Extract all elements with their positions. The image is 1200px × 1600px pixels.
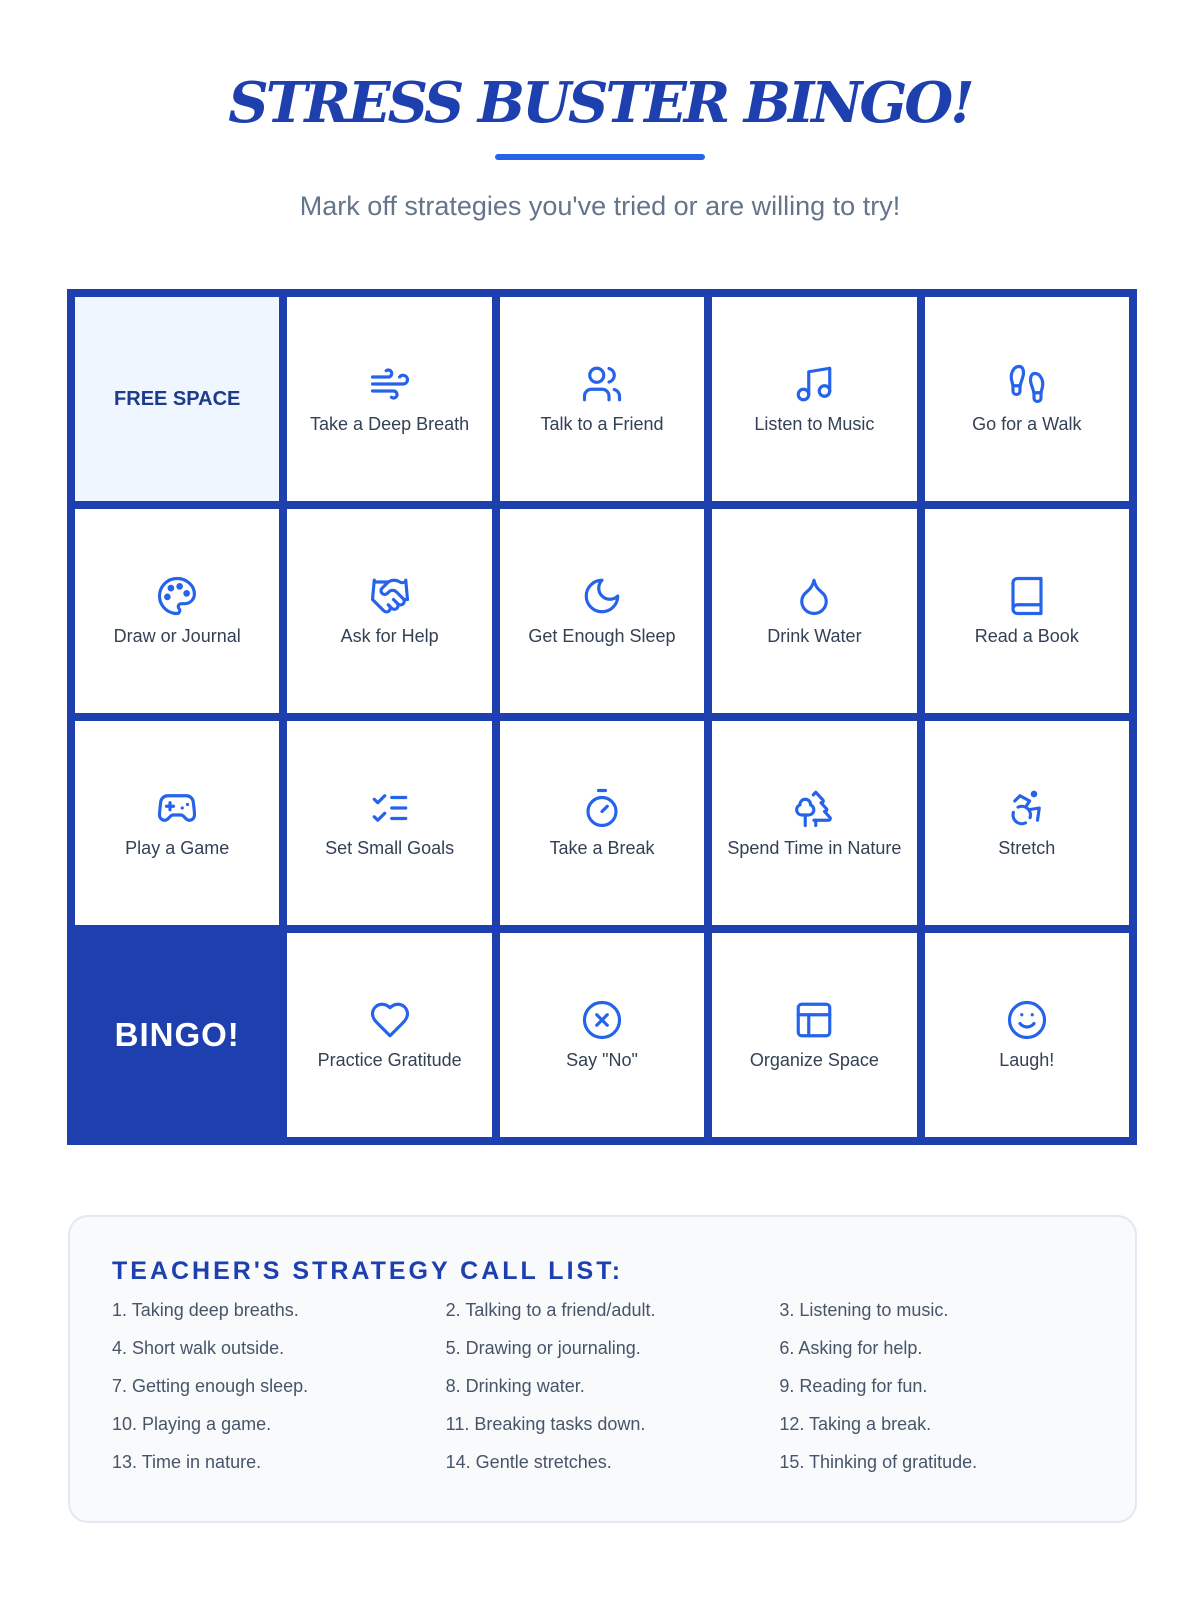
people-icon [581, 363, 623, 405]
helping-hand-icon [369, 575, 411, 617]
bingo-cell-bingo[interactable] [75, 933, 279, 1137]
bingo-cell-nature[interactable] [712, 721, 916, 925]
call-list-item: 7. Getting enough sleep. [112, 1376, 309, 1396]
bingo-cell-label: Take a Break [549, 838, 655, 858]
timer-icon [581, 787, 623, 829]
bingo-cell-label: Organize Space [749, 1050, 879, 1070]
bingo-cell-label: BINGO! [114, 1016, 240, 1053]
bingo-cell-read-book[interactable] [925, 509, 1129, 713]
bingo-cell-sleep[interactable] [500, 509, 704, 713]
footprints-icon [1006, 363, 1048, 405]
smile-icon [1006, 999, 1048, 1041]
call-list-item: 12. Taking a break. [779, 1414, 932, 1434]
book-icon [1006, 575, 1048, 617]
bingo-cell-free-space[interactable] [75, 297, 279, 501]
bingo-cell-label: Go for a Walk [972, 414, 1082, 434]
bingo-cell-label: Draw or Journal [113, 626, 241, 646]
call-list-item: 14. Gentle stretches. [445, 1452, 612, 1472]
call-list-item: 10. Playing a game. [112, 1414, 272, 1434]
bingo-cell-ask-help[interactable] [287, 509, 491, 713]
page-subtitle: Mark off strategies you've tried or are willing to try! [299, 191, 901, 221]
bingo-cell-label: Talk to a Friend [540, 414, 664, 434]
bingo-cell-laugh[interactable] [925, 933, 1129, 1137]
bingo-cell-label: Drink Water [767, 626, 862, 646]
bingo-cell-label: Listen to Music [754, 414, 875, 434]
call-list-items [112, 1298, 1093, 1475]
call-list-item: 11. Breaking tasks down. [445, 1414, 646, 1434]
layout-icon [793, 999, 835, 1041]
bingo-cell-label: Say "No" [566, 1050, 638, 1070]
bingo-cell-take-break[interactable] [500, 721, 704, 925]
call-list-item: 6. Asking for help. [779, 1338, 923, 1358]
bingo-cell-label: FREE SPACE [114, 388, 241, 410]
bingo-cell-label: Ask for Help [340, 626, 439, 646]
moon-icon [581, 575, 623, 617]
page-header [0, 0, 1200, 222]
call-list-title: TEACHER'S STRATEGY CALL LIST: [112, 1257, 624, 1285]
call-list-item: 13. Time in nature. [112, 1452, 262, 1472]
bingo-board [67, 289, 1137, 1145]
heart-icon [369, 999, 411, 1041]
checklist-icon [369, 787, 411, 829]
droplet-icon [793, 575, 835, 617]
call-list-item: 5. Drawing or journaling. [445, 1338, 641, 1358]
bingo-cell-label: Stretch [998, 838, 1056, 858]
bingo-cell-label: Set Small Goals [325, 838, 455, 858]
bingo-cell-stretch[interactable] [925, 721, 1129, 925]
bingo-cell-draw-journal[interactable] [75, 509, 279, 713]
bingo-cell-label: Read a Book [974, 626, 1079, 646]
bingo-cell-walk[interactable] [925, 297, 1129, 501]
accessibility-icon [1006, 787, 1048, 829]
bingo-cell-talk-friend[interactable] [500, 297, 704, 501]
call-list-item: 4. Short walk outside. [112, 1338, 285, 1358]
wind-icon [369, 363, 411, 405]
bingo-cell-label: Laugh! [999, 1050, 1055, 1070]
bingo-cell-deep-breath[interactable] [287, 297, 491, 501]
call-list-item: 8. Drinking water. [445, 1376, 585, 1396]
bingo-cell-small-goals[interactable] [287, 721, 491, 925]
call-list-item: 15. Thinking of gratitude. [779, 1452, 978, 1472]
bingo-cell-label: Spend Time in Nature [727, 838, 902, 858]
bingo-cell-label: Practice Gratitude [317, 1050, 462, 1070]
music-note-icon [793, 363, 835, 405]
title-underline [495, 154, 705, 160]
bingo-cell-gratitude[interactable] [287, 933, 491, 1137]
bingo-cell-drink-water[interactable] [712, 509, 916, 713]
bingo-cell-say-no[interactable] [500, 933, 704, 1137]
bingo-cell-listen-music[interactable] [712, 297, 916, 501]
gamepad-icon [156, 787, 198, 829]
bingo-cell-label: Get Enough Sleep [528, 626, 676, 646]
bingo-cell-label: Play a Game [125, 838, 230, 858]
page-title: STRESS BUSTER BINGO! [228, 70, 972, 136]
palette-icon [156, 575, 198, 617]
bingo-cell-organize[interactable] [712, 933, 916, 1137]
teacher-call-list [68, 1215, 1137, 1523]
call-list-item: 2. Talking to a friend/adult. [445, 1300, 656, 1320]
bingo-cell-play-game[interactable] [75, 721, 279, 925]
trees-icon [793, 787, 835, 829]
bingo-cell-label: Take a Deep Breath [310, 414, 470, 434]
call-list-item: 9. Reading for fun. [779, 1376, 928, 1396]
call-list-item: 1. Taking deep breaths. [112, 1300, 299, 1320]
call-list-item: 3. Listening to music. [779, 1300, 949, 1320]
circle-x-icon [581, 999, 623, 1041]
